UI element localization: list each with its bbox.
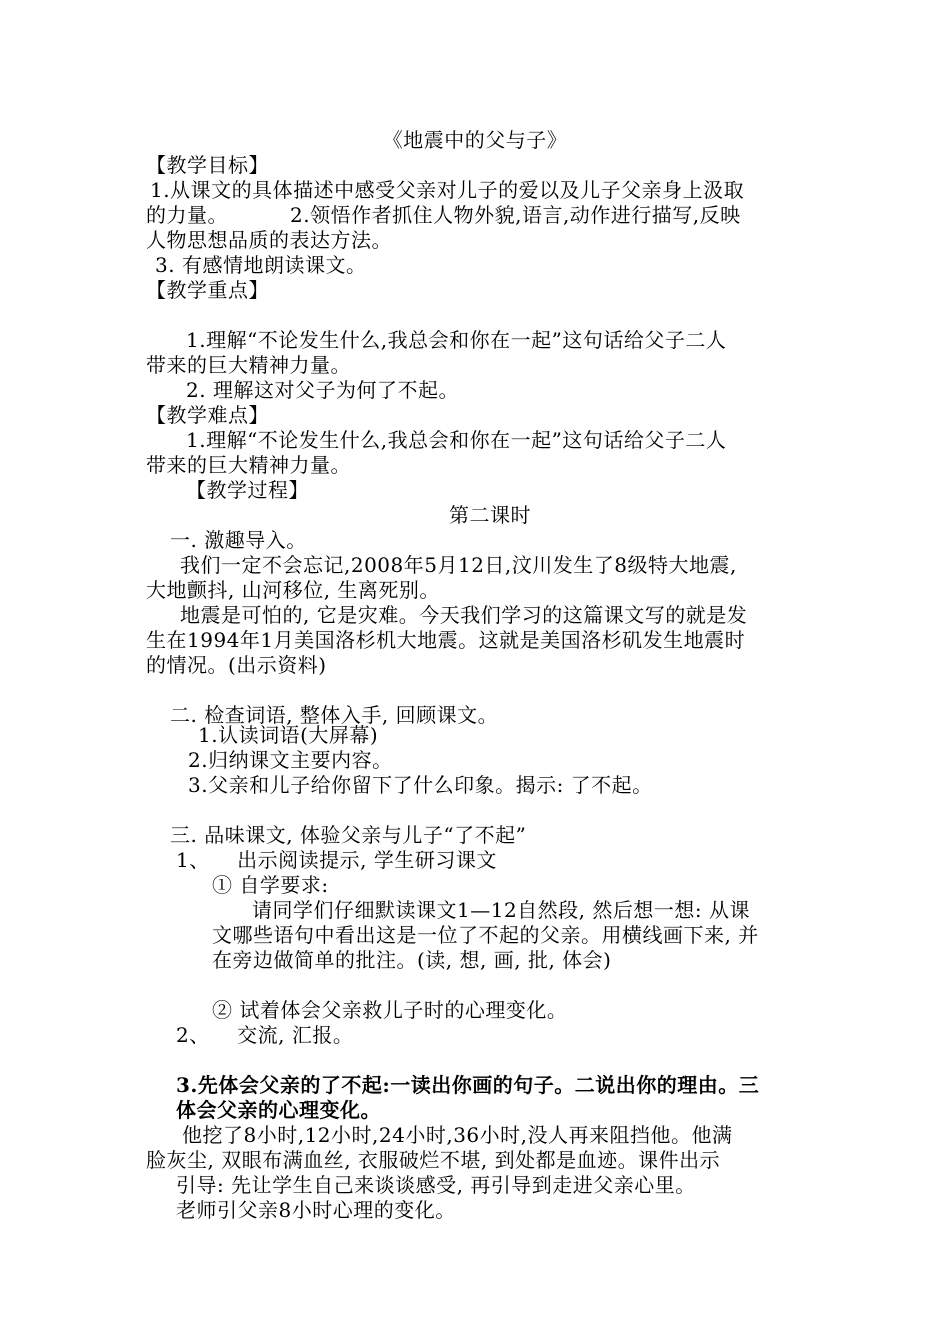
section-2-item-3: 3.父亲和儿子给你留下了什么印象。揭示: 了不起。 xyxy=(188,773,653,797)
section-3-item-2: 2、 交流, 汇报。 xyxy=(176,1023,354,1047)
section-3-heading: 三. 品味课文, 体验父亲与儿子“了不起” xyxy=(170,823,527,847)
goal-2-line-1: 2.领悟作者抓住人物外貌,语言,动作进行描写,反映 xyxy=(290,203,741,227)
process-heading: 【教学过程】 xyxy=(186,478,309,502)
difficulty-heading: 【教学难点】 xyxy=(146,403,269,427)
section-2-item-1: 1.认读词语(大屏幕) xyxy=(198,723,379,747)
section-3-item-1-text-line-1: 请同学们仔细默读课文1—12自然段, 然后想一想: 从课 xyxy=(252,898,750,922)
section-1-heading: 一. 激趣导入。 xyxy=(170,528,307,552)
section-1-para-1-line-1: 我们一定不会忘记,2008年5月12日,汶川发生了8级特大地震, xyxy=(180,553,737,577)
section-2-heading: 二. 检查词语, 整体入手, 回顾课文。 xyxy=(170,703,499,727)
key-heading: 【教学重点】 xyxy=(146,278,269,302)
section-3-item-1-text-line-2: 文哪些语句中看出这是一位了不起的父亲。用横线画下来, 并 xyxy=(212,923,759,947)
section-1-para-2-line-2: 生在1994年1月美国洛杉机大地震。这就是美国洛杉矶发生地震时 xyxy=(146,628,746,652)
paragraph-line-2: 脸灰尘, 双眼布满血丝, 衣服破烂不堪, 到处都是血迹。课件出示 xyxy=(146,1148,721,1172)
key-2: 2. 理解这对父子为何了不起。 xyxy=(186,378,459,402)
difficulty-1-line-1: 1.理解“不论发生什么,我总会和你在一起”这句话给父子二人 xyxy=(186,428,727,452)
section-3-item-1-second-point: ② 试着体会父亲救儿子时的心理变化。 xyxy=(212,998,568,1022)
document-title: 《地震中的父与子》 xyxy=(382,128,568,152)
paragraph-line-3: 引导: 先让学生自己来谈谈感受, 再引导到走进父亲心里。 xyxy=(176,1173,696,1197)
section-3-item-1-requirement: ① 自学要求: xyxy=(212,873,329,897)
section-2-item-2: 2.归纳课文主要内容。 xyxy=(188,748,393,772)
section-3-item-3-line-2: 体会父亲的心理变化。 xyxy=(176,1098,381,1122)
section-1-para-1-line-2: 大地颤抖, 山河移位, 生离死别。 xyxy=(146,578,440,602)
goal-2-line-2: 人物思想品质的表达方法。 xyxy=(146,228,392,252)
section-1-para-2-line-1: 地震是可怕的, 它是灾难。今天我们学习的这篇课文写的就是发 xyxy=(180,603,748,627)
section-1-para-2-line-3: 的情况。(出示资料) xyxy=(146,653,327,677)
section-3-item-3-line-1: 3.先体会父亲的了不起:一读出你画的句子。二说出你的理由。三 xyxy=(176,1073,760,1097)
paragraph-line-1: 他挖了8小时,12小时,24小时,36小时,没人再来阻挡他。他满 xyxy=(182,1123,733,1147)
section-3-item-1: 1、 出示阅读提示, 学生研习课文 xyxy=(176,848,497,872)
paragraph-line-4: 老师引父亲8小时心理的变化。 xyxy=(176,1198,456,1222)
key-1-line-1: 1.理解“不论发生什么,我总会和你在一起”这句话给父子二人 xyxy=(186,328,727,352)
goal-1-line-2: 的力量。 xyxy=(146,203,228,227)
section-3-item-1-text-line-3: 在旁边做简单的批注。(读, 想, 画, 批, 体会) xyxy=(212,948,612,972)
goal-1-line-1: 1.从课文的具体描述中感受父亲对儿子的爱以及儿子父亲身上汲取 xyxy=(150,178,745,202)
lesson-title: 第二课时 xyxy=(449,503,531,527)
key-1-line-2: 带来的巨大精神力量。 xyxy=(146,353,351,377)
goal-3: 3. 有感情地朗读课文。 xyxy=(155,253,367,277)
difficulty-1-line-2: 带来的巨大精神力量。 xyxy=(146,453,351,477)
goal-heading: 【教学目标】 xyxy=(146,153,269,177)
